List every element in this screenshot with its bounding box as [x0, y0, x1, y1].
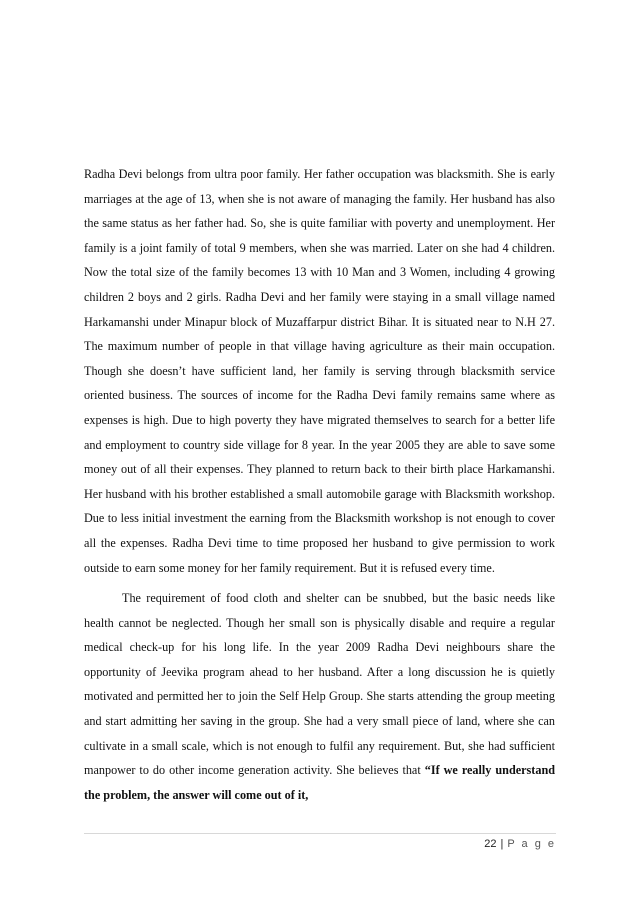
- page-label: P a g e: [507, 838, 556, 850]
- paragraph-text: The requirement of food cloth and shelter can be snubbed, but the basic needs like health cannot be neglected. Though her small son is physically disable and require a regular medical check-up for his long life. In the year 2009 Radha Devi neighbours share the opportunity of Jeevika program ahead to her husband. After a long discussion he is quietly motivated and permitted her to join the Self Help Group. She starts attending the group meeting and start admitting her saving in the group. She had a very small piece of land, where she can cultivate in a small scale, which is not enough to fulfil any requirement. But, she had sufficient manpower to do other income generation activity. She believes that: [84, 591, 555, 778]
- footer-divider: [84, 833, 556, 834]
- bold-quote: “If we really understand the problem, the answer will come out of it,: [84, 763, 555, 802]
- page-number: 22: [484, 838, 497, 850]
- paragraph: [84, 586, 555, 807]
- paragraph: Radha Devi belongs from ultra poor family. Her father occupation was blacksmith. She is early marriages at the age of 13, when she is not aware of managing the family. Her husband has also the same status as her father had. So, she is quite familiar with poverty and unemployment. Her family is a joint family of total 9 members, when she was married. Later on she had 4 children. Now the total size of the family becomes 13 with 10 Man and 3 Women, including 4 growing children 2 boys and 2 girls. Radha Devi and her family were staying in a small village named Harkamanshi under Minapur block of Muzaffarpur district Bihar. It is situated near to N.H 27. The maximum number of people in that village having agriculture as their main occupation. Though she doesn’t have sufficient land, her family is serving through blacksmith service oriented business. The sources of income for the Radha Devi family remains same where as expenses is high. Due to high poverty they have migrated themselves to search for a better life and employment to country side village for 8 year. In the year 2005 they are able to save some money out of all their expenses. They planned to return back to their birth place Harkamanshi. Her husband with his brother established a small automobile garage with Blacksmith workshop. Due to less initial investment the earning from the Blacksmith workshop is not enough to cover all the expenses. Radha Devi time to time proposed her husband to give permission to work outside to earn some money for her family requirement. But it is refused every time.: [84, 167, 555, 575]
- footer-separator: |: [500, 838, 504, 850]
- page-footer: [484, 838, 556, 850]
- document-body: [84, 162, 555, 807]
